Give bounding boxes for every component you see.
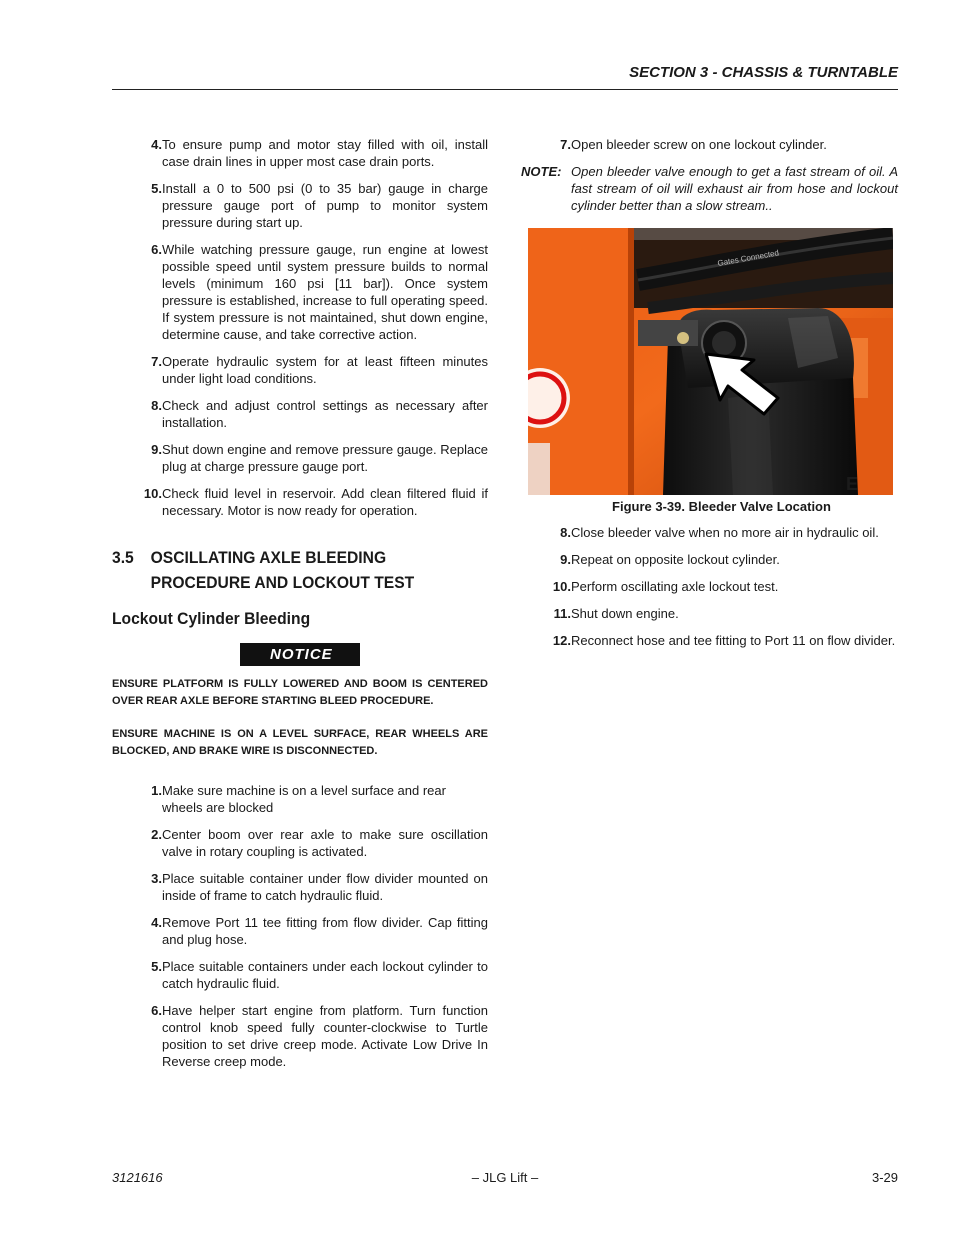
step-text: Check fluid level in reservoir. Add clean filtered fluid if necessary. Motor is now ready for operation. [162,486,488,518]
figure-caption: Figure 3-39. Bleeder Valve Location [612,499,831,514]
step-text: Place suitable container under flow divider mounted on inside of frame to catch hydraulic fluid. [162,871,488,903]
bleed-steps-list [112,782,488,1070]
list-item: 1. Make sure machine is on a level surface and rear wheels are blocked [112,782,488,816]
step-text: While watching pressure gauge, run engine at lowest possible speed until system pressure builds to normal levels (minimum 160 psi [11 bar]). Once system pressure is established, increase to full operating speed. If system pressure is not maintained, shut down engine, determine cause, and take corrective action. [162,242,488,342]
note-label: NOTE: [521,164,562,179]
note-block [521,163,898,214]
section-number: 3.5 [112,548,134,567]
list-item: 6. While watching pressure gauge, run engine at lowest possible speed until system pressure builds to normal levels (minimum 160 psi [11 bar]). Once system pressure is established, increase to full operating speed. If system pressure is not maintained, shut down engine, determine cause, and take corrective action. [151,242,488,342]
list-item: 7. Operate hydraulic system for at least fifteen minutes under light load conditions. [151,354,488,386]
note-text: Open bleeder valve enough to get a fast stream of oil. A fast stream of oil will exhaust air from hose and lockout cylinder better than a slow stream.. [571,164,898,213]
list-item: 5. Place suitable containers under each lockout cylinder to catch hydraulic fluid. [151,959,488,991]
step-text: To ensure pump and motor stay filled with oil, install case drain lines in upper most case drain ports. [162,137,488,169]
step-text: Place suitable containers under each lockout cylinder to catch hydraulic fluid. [162,959,488,991]
list-item: 8. Check and adjust control settings as necessary after installation. [151,398,488,430]
subsection-heading: Lockout Cylinder Bleeding [112,609,311,628]
step-text: Repeat on opposite lockout cylinder. [571,552,780,567]
step-text: Operate hydraulic system for at least fifteen minutes under light load conditions. [162,354,488,386]
step-text: Reconnect hose and tee fitting to Port 11 on flow divider. [571,633,896,648]
list-item: 5. Install a 0 to 500 psi (0 to 35 bar) gauge in charge pressure gauge port of pump to monitor system pressure during start up. [151,181,488,230]
footer-brand: – JLG Lift – [471,1170,539,1185]
step-text: Perform oscillating axle lockout test. [571,579,779,594]
step-text: Remove Port 11 tee fitting from flow divider. Cap fitting and plug hose. [162,915,488,947]
left-steps-list [112,136,488,519]
notice-block [112,643,488,666]
notice-text: ENSURE MACHINE IS ON A LEVEL SURFACE, REAR WHEELS ARE BLOCKED, AND BRAKE WIRE IS DISCONNECTED. [112,728,488,757]
list-item: 10. Perform oscillating axle lockout test. [521,578,898,595]
step-text: Shut down engine. [571,606,679,621]
list-item: 9. Shut down engine and remove pressure gauge. Replace plug at charge pressure gauge port. [151,442,488,474]
step-text: Check and adjust control settings as necessary after installation. [162,398,488,430]
header-rule [112,89,898,90]
list-item: 8. Close bleeder valve when no more air in hydraulic oil. [521,524,898,541]
svg-text:E: E [846,474,859,494]
step-text: Center boom over rear axle to make sure oscillation valve in rotary coupling is activated. [162,827,488,859]
step-text: Shut down engine and remove pressure gauge. Replace plug at charge pressure gauge port. [162,442,488,474]
step-text: Close bleeder valve when no more air in hydraulic oil. [571,525,879,540]
list-item: 3. Place suitable container under flow divider mounted on inside of frame to catch hydraulic fluid. [151,871,488,903]
photo-illustration [528,228,893,495]
section-title: OSCILLATING AXLE BLEEDING PROCEDURE AND LOCKOUT TEST [150,548,415,592]
list-item: 4. Remove Port 11 tee fitting from flow divider. Cap fitting and plug hose. [151,915,488,947]
list-item: 7. Open bleeder screw on one lockout cylinder. [521,136,898,153]
list-item: 2. Center boom over rear axle to make sure oscillation valve in rotary coupling is activated. [151,827,488,859]
notice-text: ENSURE PLATFORM IS FULLY LOWERED AND BOOM IS CENTERED OVER REAR AXLE BEFORE STARTING BLEED PROCEDURE. [112,678,488,707]
list-item: 11. Shut down engine. [521,605,898,622]
bleeder-valve-photo [528,228,893,495]
list-item: 6. Have helper start engine from platform. Turn function control knob speed fully counter-clockwise to Turtle position to set drive creep mode. Activate Low Drive In Reverse creep mode. [151,1003,488,1069]
step-text: Make sure machine is on a level surface and rear wheels are blocked [162,783,446,815]
right-steps-list [521,524,898,649]
step-text: Have helper start engine from platform. Turn function control knob speed fully counter-clockwise to Turtle position to set drive creep mode. Activate Low Drive In Reverse creep mode. [162,1003,488,1069]
list-item: 10. Check fluid level in reservoir. Add clean filtered fluid if necessary. Motor is now ready for operation. [143,486,488,518]
step-text: Install a 0 to 500 psi (0 to 35 bar) gauge in charge pressure gauge port of pump to monitor system pressure during start up. [162,181,488,230]
list-item: 9. Repeat on opposite lockout cylinder. [521,551,898,568]
left-column [112,136,488,1080]
right-column [521,136,898,659]
list-item: 4. To ensure pump and motor stay filled with oil, install case drain lines in upper most case drain ports. [151,137,488,169]
section-heading [112,545,489,595]
section-header: SECTION 3 - CHASSIS & TURNTABLE [629,64,898,81]
notice-badge: NOTICE [240,643,360,666]
footer-page-number: 3-29 [871,1170,898,1185]
hose-label: Gates Connected [716,248,780,268]
list-item: 12. Reconnect hose and tee fitting to Port 11 on flow divider. [521,632,898,649]
footer-doc-number: 3121616 [112,1170,163,1185]
step-text: Open bleeder screw on one lockout cylinder. [571,137,827,152]
